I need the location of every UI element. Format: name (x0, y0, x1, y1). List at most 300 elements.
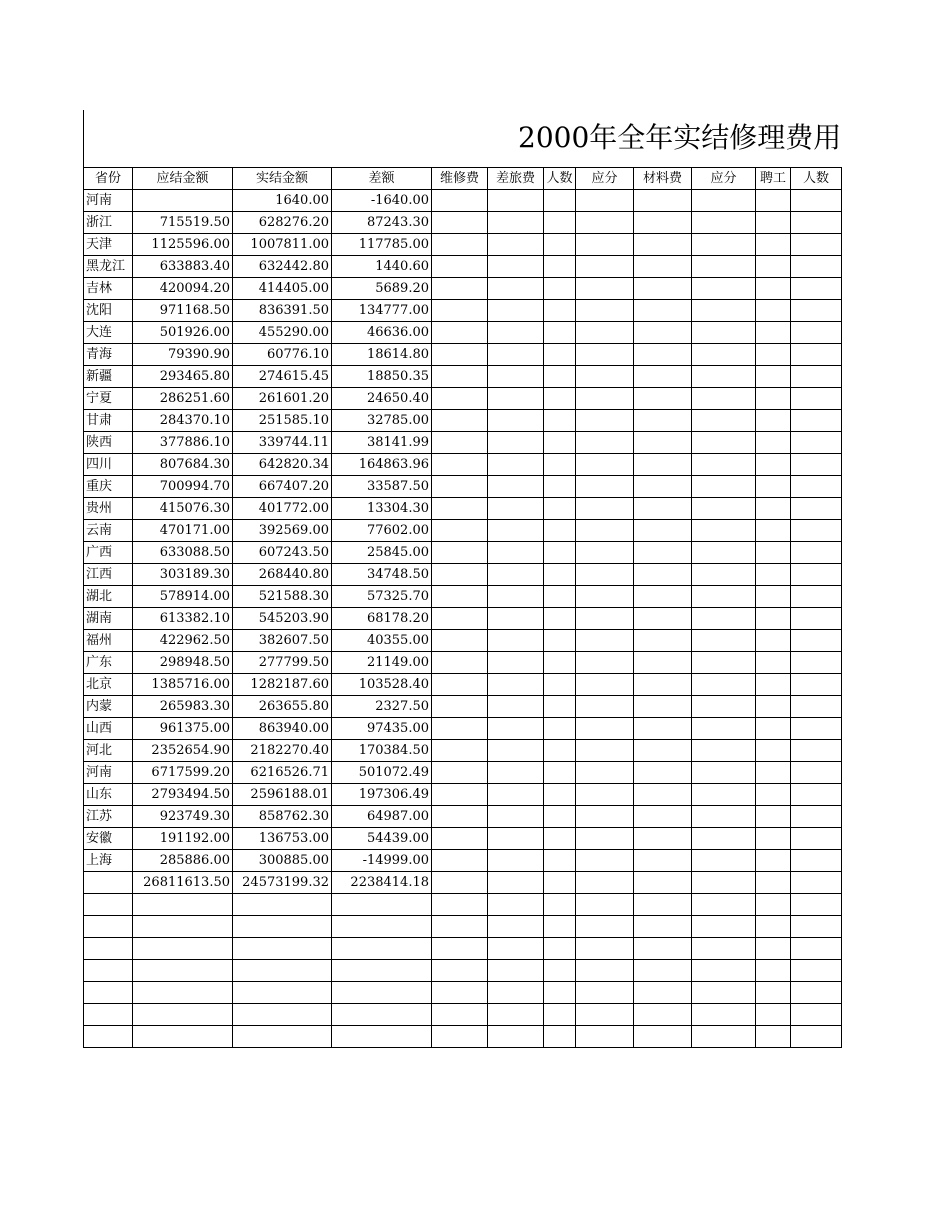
amount-cell: 303189.30 (133, 564, 233, 586)
empty-cell (488, 388, 544, 410)
empty-cell (692, 960, 756, 982)
empty-cell (576, 652, 634, 674)
table-row (84, 190, 842, 212)
empty-cell (432, 498, 488, 520)
empty-cell (634, 982, 692, 1004)
empty-cell (634, 476, 692, 498)
empty-cell (544, 784, 576, 806)
empty-cell (692, 388, 756, 410)
empty-cell (544, 564, 576, 586)
empty-cell (756, 564, 791, 586)
province-cell: 浙江 (84, 212, 133, 234)
table-row (84, 234, 842, 256)
empty-cell (544, 894, 576, 916)
empty-cell (544, 674, 576, 696)
empty-cell (488, 894, 544, 916)
amount-cell: 628276.20 (233, 212, 332, 234)
empty-cell (544, 938, 576, 960)
empty-cell (576, 322, 634, 344)
amount-cell: 136753.00 (233, 828, 332, 850)
amount-cell: 286251.60 (133, 388, 233, 410)
amount-cell: 5689.20 (332, 278, 432, 300)
blank-row (84, 960, 842, 982)
province-cell: 湖南 (84, 608, 133, 630)
amount-cell: 68178.20 (332, 608, 432, 630)
empty-cell (634, 454, 692, 476)
empty-cell (576, 432, 634, 454)
empty-cell (634, 1026, 692, 1048)
column-header: 应结金额 (133, 168, 233, 190)
amount-cell: 545203.90 (233, 608, 332, 630)
empty-cell (576, 586, 634, 608)
empty-cell (791, 718, 842, 740)
empty-cell (756, 388, 791, 410)
amount-cell: 197306.49 (332, 784, 432, 806)
empty-cell (791, 872, 842, 894)
empty-cell (133, 938, 233, 960)
amount-cell: 285886.00 (133, 850, 233, 872)
empty-cell (634, 674, 692, 696)
empty-cell (634, 542, 692, 564)
empty-cell (544, 190, 576, 212)
empty-cell (634, 894, 692, 916)
empty-cell (634, 410, 692, 432)
empty-cell (544, 828, 576, 850)
empty-cell (576, 872, 634, 894)
empty-cell (576, 212, 634, 234)
amount-cell: 455290.00 (233, 322, 332, 344)
empty-cell (432, 982, 488, 1004)
empty-cell (576, 278, 634, 300)
table-row (84, 586, 842, 608)
empty-cell (692, 718, 756, 740)
province-cell: 甘肃 (84, 410, 133, 432)
empty-cell (133, 1004, 233, 1026)
empty-cell (791, 630, 842, 652)
empty-cell (576, 366, 634, 388)
empty-cell (634, 872, 692, 894)
empty-cell (756, 278, 791, 300)
empty-cell (544, 366, 576, 388)
empty-cell (756, 476, 791, 498)
empty-cell (432, 762, 488, 784)
empty-cell (791, 674, 842, 696)
column-header: 实结金额 (233, 168, 332, 190)
empty-cell (544, 256, 576, 278)
blank-row (84, 1026, 842, 1048)
province-cell: 青海 (84, 344, 133, 366)
amount-cell: 6216526.71 (233, 762, 332, 784)
empty-cell (634, 322, 692, 344)
amount-cell: 2596188.01 (233, 784, 332, 806)
empty-cell (432, 850, 488, 872)
empty-cell (791, 982, 842, 1004)
empty-cell (544, 476, 576, 498)
empty-cell (84, 916, 133, 938)
column-header: 应分 (692, 168, 756, 190)
province-cell: 福州 (84, 630, 133, 652)
empty-cell (488, 652, 544, 674)
empty-cell (488, 608, 544, 630)
empty-cell (791, 300, 842, 322)
amount-cell: 414405.00 (233, 278, 332, 300)
amount-cell: 392569.00 (233, 520, 332, 542)
empty-cell (634, 190, 692, 212)
amount-cell: 715519.50 (133, 212, 233, 234)
amount-cell: 25845.00 (332, 542, 432, 564)
empty-cell (233, 982, 332, 1004)
empty-cell (488, 982, 544, 1004)
province-cell: 湖北 (84, 586, 133, 608)
empty-cell (692, 762, 756, 784)
empty-cell (692, 784, 756, 806)
empty-cell (432, 190, 488, 212)
table-row (84, 696, 842, 718)
empty-cell (756, 718, 791, 740)
empty-cell (692, 850, 756, 872)
amount-cell: 1125596.00 (133, 234, 233, 256)
column-header: 应分 (576, 168, 634, 190)
table-row (84, 608, 842, 630)
empty-cell (576, 850, 634, 872)
amount-cell: 339744.11 (233, 432, 332, 454)
amount-cell: 836391.50 (233, 300, 332, 322)
empty-cell (756, 762, 791, 784)
empty-cell (432, 718, 488, 740)
empty-cell (791, 652, 842, 674)
amount-cell: 261601.20 (233, 388, 332, 410)
amount-cell: 57325.70 (332, 586, 432, 608)
empty-cell (544, 344, 576, 366)
amount-cell: 274615.45 (233, 366, 332, 388)
table-row (84, 806, 842, 828)
empty-cell (634, 234, 692, 256)
empty-cell (544, 982, 576, 1004)
amount-cell: 251585.10 (233, 410, 332, 432)
province-cell: 河南 (84, 190, 133, 212)
amount-cell: 961375.00 (133, 718, 233, 740)
empty-cell (791, 432, 842, 454)
empty-cell (576, 1004, 634, 1026)
empty-cell (488, 278, 544, 300)
empty-cell (544, 718, 576, 740)
empty-cell (432, 388, 488, 410)
repair-cost-table (83, 167, 842, 1048)
table-row (84, 850, 842, 872)
amount-cell: 103528.40 (332, 674, 432, 696)
empty-cell (791, 256, 842, 278)
empty-cell (576, 234, 634, 256)
empty-cell (791, 938, 842, 960)
empty-cell (544, 278, 576, 300)
amount-cell: 501926.00 (133, 322, 233, 344)
empty-cell (791, 476, 842, 498)
empty-cell (544, 696, 576, 718)
empty-cell (791, 916, 842, 938)
empty-cell (432, 740, 488, 762)
province-cell: 安徽 (84, 828, 133, 850)
amount-cell: 77602.00 (332, 520, 432, 542)
amount-cell: 971168.50 (133, 300, 233, 322)
empty-cell (756, 344, 791, 366)
empty-cell (133, 982, 233, 1004)
empty-cell (634, 740, 692, 762)
empty-cell (544, 586, 576, 608)
empty-cell (544, 432, 576, 454)
amount-cell: 33587.50 (332, 476, 432, 498)
empty-cell (332, 982, 432, 1004)
empty-cell (692, 630, 756, 652)
empty-cell (84, 872, 133, 894)
empty-cell (692, 1004, 756, 1026)
empty-cell (756, 938, 791, 960)
amount-cell: 607243.50 (233, 542, 332, 564)
empty-cell (791, 454, 842, 476)
empty-cell (634, 718, 692, 740)
blank-row (84, 1004, 842, 1026)
province-cell: 重庆 (84, 476, 133, 498)
province-cell: 广西 (84, 542, 133, 564)
empty-cell (84, 960, 133, 982)
amount-cell: 401772.00 (233, 498, 332, 520)
amount-cell: 632442.80 (233, 256, 332, 278)
empty-cell (576, 190, 634, 212)
empty-cell (791, 322, 842, 344)
empty-cell (634, 300, 692, 322)
empty-cell (791, 564, 842, 586)
table-row (84, 344, 842, 366)
amount-cell: -1640.00 (332, 190, 432, 212)
empty-cell (576, 344, 634, 366)
province-cell: 黑龙江 (84, 256, 133, 278)
amount-cell: 117785.00 (332, 234, 432, 256)
column-header: 材料费 (634, 168, 692, 190)
empty-cell (488, 212, 544, 234)
header-row (84, 168, 842, 190)
empty-cell (634, 960, 692, 982)
province-cell: 江西 (84, 564, 133, 586)
empty-cell (576, 916, 634, 938)
empty-cell (576, 938, 634, 960)
province-cell: 山东 (84, 784, 133, 806)
empty-cell (432, 806, 488, 828)
empty-cell (634, 520, 692, 542)
empty-cell (233, 1026, 332, 1048)
empty-cell (488, 828, 544, 850)
empty-cell (576, 608, 634, 630)
empty-cell (634, 938, 692, 960)
table-row (84, 432, 842, 454)
empty-cell (791, 784, 842, 806)
empty-cell (432, 410, 488, 432)
empty-cell (432, 432, 488, 454)
column-header: 维修费 (432, 168, 488, 190)
empty-cell (692, 498, 756, 520)
province-cell: 江苏 (84, 806, 133, 828)
empty-cell (692, 256, 756, 278)
table-row (84, 740, 842, 762)
empty-cell (488, 784, 544, 806)
empty-cell (432, 344, 488, 366)
empty-cell (756, 696, 791, 718)
blank-row (84, 982, 842, 1004)
amount-cell: 38141.99 (332, 432, 432, 454)
amount-cell: 521588.30 (233, 586, 332, 608)
empty-cell (488, 520, 544, 542)
empty-cell (692, 234, 756, 256)
empty-cell (233, 916, 332, 938)
empty-cell (791, 1026, 842, 1048)
empty-cell (756, 740, 791, 762)
amount-cell: 46636.00 (332, 322, 432, 344)
amount-cell: 1385716.00 (133, 674, 233, 696)
empty-cell (332, 938, 432, 960)
empty-cell (756, 652, 791, 674)
table-row (84, 212, 842, 234)
amount-cell: 21149.00 (332, 652, 432, 674)
province-cell: 北京 (84, 674, 133, 696)
empty-cell (756, 982, 791, 1004)
empty-cell (634, 432, 692, 454)
blank-row (84, 938, 842, 960)
empty-cell (133, 1026, 233, 1048)
amount-cell: 2327.50 (332, 696, 432, 718)
province-cell: 沈阳 (84, 300, 133, 322)
empty-cell (791, 212, 842, 234)
empty-cell (84, 982, 133, 1004)
province-cell: 新疆 (84, 366, 133, 388)
amount-cell: 170384.50 (332, 740, 432, 762)
empty-cell (84, 894, 133, 916)
empty-cell (692, 652, 756, 674)
amount-cell (133, 190, 233, 212)
empty-cell (791, 520, 842, 542)
empty-cell (432, 520, 488, 542)
empty-cell (544, 454, 576, 476)
table-row (84, 366, 842, 388)
empty-cell (634, 366, 692, 388)
empty-cell (544, 322, 576, 344)
empty-cell (692, 608, 756, 630)
province-cell: 大连 (84, 322, 133, 344)
total-cell: 26811613.50 (133, 872, 233, 894)
empty-cell (488, 806, 544, 828)
empty-cell (756, 784, 791, 806)
empty-cell (791, 850, 842, 872)
total-cell: 24573199.32 (233, 872, 332, 894)
empty-cell (692, 542, 756, 564)
empty-cell (692, 344, 756, 366)
empty-cell (756, 234, 791, 256)
column-header: 人数 (544, 168, 576, 190)
province-cell: 上海 (84, 850, 133, 872)
amount-cell: 2793494.50 (133, 784, 233, 806)
table-row (84, 630, 842, 652)
amount-cell: 34748.50 (332, 564, 432, 586)
empty-cell (84, 1004, 133, 1026)
empty-cell (332, 960, 432, 982)
empty-cell (488, 432, 544, 454)
empty-cell (756, 256, 791, 278)
empty-cell (634, 344, 692, 366)
table-row (84, 300, 842, 322)
empty-cell (488, 718, 544, 740)
empty-cell (756, 586, 791, 608)
empty-cell (432, 366, 488, 388)
empty-cell (576, 520, 634, 542)
province-cell: 四川 (84, 454, 133, 476)
total-cell: 2238414.18 (332, 872, 432, 894)
empty-cell (488, 476, 544, 498)
table-row (84, 256, 842, 278)
column-header: 聘工 (756, 168, 791, 190)
empty-cell (576, 454, 634, 476)
table-row (84, 762, 842, 784)
empty-cell (692, 520, 756, 542)
empty-cell (692, 696, 756, 718)
empty-cell (634, 916, 692, 938)
empty-cell (634, 498, 692, 520)
empty-cell (488, 564, 544, 586)
empty-cell (432, 630, 488, 652)
empty-cell (756, 212, 791, 234)
empty-cell (576, 784, 634, 806)
empty-cell (692, 410, 756, 432)
empty-cell (791, 190, 842, 212)
empty-cell (488, 344, 544, 366)
empty-cell (692, 740, 756, 762)
empty-cell (488, 586, 544, 608)
empty-cell (488, 410, 544, 432)
table-row (84, 410, 842, 432)
empty-cell (544, 498, 576, 520)
empty-cell (133, 960, 233, 982)
empty-cell (432, 1026, 488, 1048)
empty-cell (432, 256, 488, 278)
empty-cell (756, 608, 791, 630)
amount-cell: 613382.10 (133, 608, 233, 630)
table-body (84, 168, 842, 1048)
empty-cell (432, 674, 488, 696)
empty-cell (634, 1004, 692, 1026)
empty-cell (488, 938, 544, 960)
empty-cell (488, 256, 544, 278)
empty-cell (488, 1004, 544, 1026)
empty-cell (634, 212, 692, 234)
empty-cell (791, 608, 842, 630)
empty-cell (756, 300, 791, 322)
empty-cell (576, 410, 634, 432)
empty-cell (576, 388, 634, 410)
empty-cell (544, 520, 576, 542)
amount-cell: 807684.30 (133, 454, 233, 476)
empty-cell (756, 894, 791, 916)
empty-cell (233, 960, 332, 982)
empty-cell (432, 696, 488, 718)
empty-cell (544, 806, 576, 828)
column-header: 人数 (791, 168, 842, 190)
empty-cell (791, 828, 842, 850)
empty-cell (756, 410, 791, 432)
table-row (84, 476, 842, 498)
empty-cell (692, 1026, 756, 1048)
empty-cell (488, 696, 544, 718)
empty-cell (432, 322, 488, 344)
empty-cell (432, 960, 488, 982)
empty-cell (576, 806, 634, 828)
empty-cell (576, 762, 634, 784)
table-row (84, 388, 842, 410)
